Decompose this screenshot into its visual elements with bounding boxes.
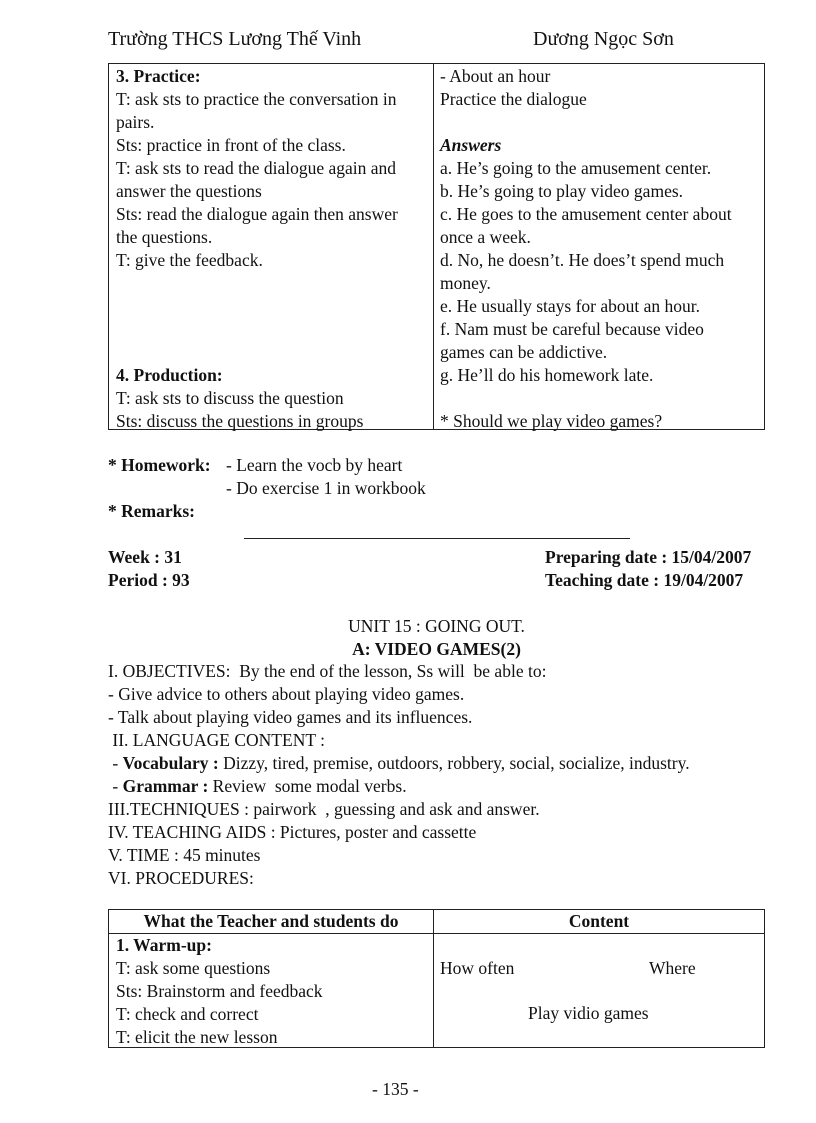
school-name: Trường THCS Lương Thế Vinh (108, 28, 362, 50)
activity-line (116, 341, 428, 364)
homework-label: * Homework: (108, 455, 211, 475)
activity-line: T: elicit the new lesson (116, 1027, 278, 1047)
separator-line (244, 538, 630, 539)
page-number: - 135 - (372, 1079, 419, 1099)
activity-line: Sts: discuss the questions in groups (116, 411, 364, 431)
objective-line: II. LANGUAGE CONTENT : (108, 730, 325, 750)
content-line: a. He’s going to the amusement center. (440, 158, 712, 178)
objective-line: I. OBJECTIVES: By the end of the lesson, Ss will be able to: (108, 661, 547, 681)
term-label: Vocabulary : (122, 753, 219, 773)
preparing-date: Preparing date : 15/04/2007 (545, 547, 752, 567)
activity-line: T: ask sts to read the dialogue again and (116, 158, 397, 178)
content-line: * Should we play video games? (440, 411, 663, 431)
week-label: Week : 31 (108, 547, 182, 567)
term-label: Grammar : (122, 776, 209, 796)
central-topic: Play vidio games (528, 1003, 649, 1023)
content-line: money. (440, 273, 491, 293)
warmup-activities (116, 934, 428, 1049)
objective-line: IV. TEACHING AIDS : Pictures, poster and cassette (108, 822, 477, 842)
activity-line (116, 272, 428, 295)
content-column (440, 65, 762, 433)
term-value: Dizzy, tired, premise, outdoors, robbery, social, socialize, industry. (218, 753, 690, 773)
activity-line: T: ask sts to discuss the question (116, 388, 344, 408)
content-line: - About an hour (440, 66, 551, 86)
remarks-label: * Remarks: (108, 501, 195, 521)
column-header-content: Content (568, 911, 630, 931)
content-line: once a week. (440, 227, 531, 247)
content-line: Answers (440, 135, 502, 155)
author-name: Dương Ngọc Sơn (533, 28, 674, 50)
bullet-prefix: - (108, 776, 123, 796)
activity-line: pairs. (116, 112, 155, 132)
lesson-title: A: VIDEO GAMES(2) (352, 639, 521, 659)
activity-line: 1. Warm-up: (116, 935, 212, 955)
activity-line: 4. Production: (116, 365, 223, 385)
unit-title: UNIT 15 : GOING OUT. (348, 616, 525, 636)
teaching-date: Teaching date : 19/04/2007 (545, 570, 744, 590)
lesson-table-2 (108, 909, 765, 1048)
how-often-word: How often (440, 958, 515, 978)
content-line (440, 111, 762, 134)
activity-line: answer the questions (116, 181, 262, 201)
where-word: Where (649, 958, 696, 978)
content-line (440, 387, 762, 410)
activity-line: Sts: practice in front of the class. (116, 135, 346, 155)
activity-line: Sts: Brainstorm and feedback (116, 981, 323, 1001)
objective-line: VI. PROCEDURES: (108, 868, 254, 888)
content-line: g. He’ll do his homework late. (440, 365, 654, 385)
objective-line: III.TECHNIQUES : pairwork , guessing and ask and answer. (108, 799, 540, 819)
period-label: Period : 93 (108, 570, 190, 590)
lesson-table-1 (108, 63, 765, 430)
objective-line: - Give advice to others about playing video games. (108, 684, 465, 704)
activity-line (116, 318, 428, 341)
table-divider (433, 64, 434, 429)
activity-line: T: check and correct (116, 1004, 259, 1024)
content-line: e. He usually stays for about an hour. (440, 296, 701, 316)
bullet-prefix: - (108, 753, 123, 773)
activity-line: the questions. (116, 227, 213, 247)
homework-item: - Do exercise 1 in workbook (226, 478, 426, 498)
activity-line: T: give the feedback. (116, 250, 263, 270)
objective-line: - Talk about playing video games and its influences. (108, 707, 473, 727)
activity-line: T: ask some questions (116, 958, 271, 978)
activity-line: 3. Practice: (116, 66, 201, 86)
objective-line: V. TIME : 45 minutes (108, 845, 261, 865)
objectives-section (108, 660, 690, 890)
homework-item: - Learn the vocb by heart (226, 455, 403, 475)
content-line: f. Nam must be careful because video (440, 319, 704, 339)
objective-line (108, 775, 690, 798)
teacher-student-column (116, 65, 428, 433)
activity-line (116, 295, 428, 318)
activity-line: Sts: read the dialogue again then answer (116, 204, 398, 224)
content-line: Practice the dialogue (440, 89, 587, 109)
objective-line (108, 752, 690, 775)
content-line: games can be addictive. (440, 342, 608, 362)
activity-line: T: ask sts to practice the conversation in (116, 89, 397, 109)
content-line: d. No, he doesn’t. He does’t spend much (440, 250, 725, 270)
content-line: c. He goes to the amusement center about (440, 204, 732, 224)
term-value: Review some modal verbs. (208, 776, 407, 796)
content-line: b. He’s going to play video games. (440, 181, 684, 201)
column-header-activities: What the Teacher and students do (143, 911, 399, 931)
